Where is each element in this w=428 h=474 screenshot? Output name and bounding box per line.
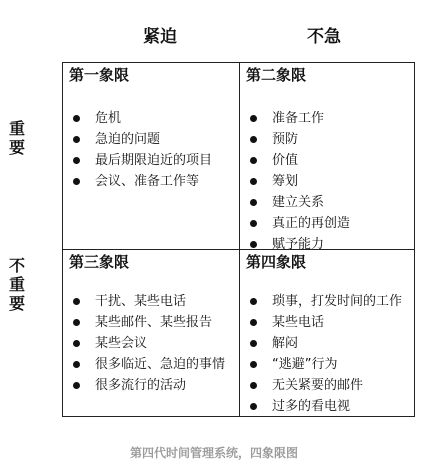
bullet-icon — [250, 199, 257, 206]
bullet-icon — [250, 220, 257, 227]
list-item — [244, 375, 402, 396]
list-item-text: 干扰、某些电话 — [95, 294, 187, 309]
bullet-icon — [73, 361, 80, 368]
list-item-text: 建立关系 — [272, 195, 325, 210]
quadrant-1 — [63, 63, 239, 249]
quadrant-3-list — [67, 291, 225, 396]
list-item-text: 急迫的问题 — [95, 132, 161, 147]
quadrant-3-title: 第三象限 — [69, 253, 130, 271]
bullet-icon — [250, 340, 257, 347]
list-item-text: “逃避”行为 — [272, 357, 338, 372]
list-item — [67, 312, 225, 333]
list-item-text: 解闷 — [272, 336, 299, 351]
list-item-text: 赋予能力 — [272, 237, 325, 252]
list-item — [244, 129, 350, 150]
list-item-text: 某些会议 — [95, 336, 148, 351]
list-item — [67, 291, 225, 312]
list-item-text: 最后期限迫近的项目 — [95, 153, 213, 168]
list-item — [244, 354, 402, 375]
list-item-text: 危机 — [95, 111, 122, 126]
list-item — [67, 333, 225, 354]
bullet-icon — [73, 115, 80, 122]
row-header-not-important: 不重要 — [8, 256, 25, 313]
bullet-icon — [250, 382, 257, 389]
list-item-text: 真正的再创造 — [272, 216, 351, 231]
bullet-icon — [73, 298, 80, 305]
list-item-text: 无关紧要的邮件 — [272, 378, 364, 393]
list-item — [244, 108, 350, 129]
list-item-text: 价值 — [272, 153, 299, 168]
quadrant-4-title: 第四象限 — [246, 253, 307, 271]
list-item-text: 准备工作 — [272, 111, 325, 126]
bullet-icon — [73, 157, 80, 164]
row-header-important: 重要 — [8, 119, 25, 157]
figure-caption: 第四代时间管理系统，四象限图 — [129, 446, 298, 460]
bullet-icon — [250, 361, 257, 368]
bullet-icon — [250, 178, 257, 185]
list-item-text: 琐事，打发时间的工作 — [272, 294, 403, 309]
list-item-text: 会议、准备工作等 — [95, 174, 200, 189]
list-item — [67, 171, 212, 192]
list-item — [244, 333, 402, 354]
bullet-icon — [73, 340, 80, 347]
list-item-text: 筹划 — [272, 174, 299, 189]
list-item — [244, 171, 350, 192]
bullet-icon — [73, 382, 80, 389]
list-item — [67, 354, 225, 375]
bullet-icon — [250, 241, 257, 248]
quadrant-matrix — [62, 62, 415, 417]
quadrant-4-list — [244, 291, 402, 417]
bullet-icon — [250, 115, 257, 122]
quadrant-1-list — [67, 108, 212, 192]
list-item — [67, 375, 225, 396]
list-item-text: 过多的看电视 — [272, 399, 351, 414]
quadrant-2 — [240, 63, 416, 252]
list-item — [67, 108, 212, 129]
bullet-icon — [250, 157, 257, 164]
list-item-text: 某些电话 — [272, 315, 325, 330]
quadrant-1-title: 第一象限 — [69, 66, 130, 84]
quadrant-2-list — [244, 108, 350, 255]
bullet-icon — [73, 178, 80, 185]
list-item — [244, 312, 402, 333]
list-item-text: 预防 — [272, 132, 299, 147]
quadrant-3 — [63, 250, 239, 418]
bullet-icon — [73, 319, 80, 326]
list-item — [244, 150, 350, 171]
bullet-icon — [73, 136, 80, 143]
bullet-icon — [250, 136, 257, 143]
column-header-not-urgent: 不急 — [307, 27, 341, 47]
bullet-icon — [250, 298, 257, 305]
list-item — [67, 129, 212, 150]
list-item — [244, 192, 350, 213]
quadrant-2-title: 第二象限 — [246, 66, 307, 84]
list-item — [244, 213, 350, 234]
bullet-icon — [250, 319, 257, 326]
column-header-urgent: 紧迫 — [143, 27, 177, 47]
quadrant-4 — [240, 250, 416, 418]
list-item — [244, 291, 402, 312]
list-item-text: 很多临近、急迫的事情 — [95, 357, 226, 372]
list-item — [67, 150, 212, 171]
list-item-text: 很多流行的活动 — [95, 378, 187, 393]
list-item — [244, 396, 402, 417]
list-item-text: 某些邮件、某些报告 — [95, 315, 213, 330]
bullet-icon — [250, 403, 257, 410]
